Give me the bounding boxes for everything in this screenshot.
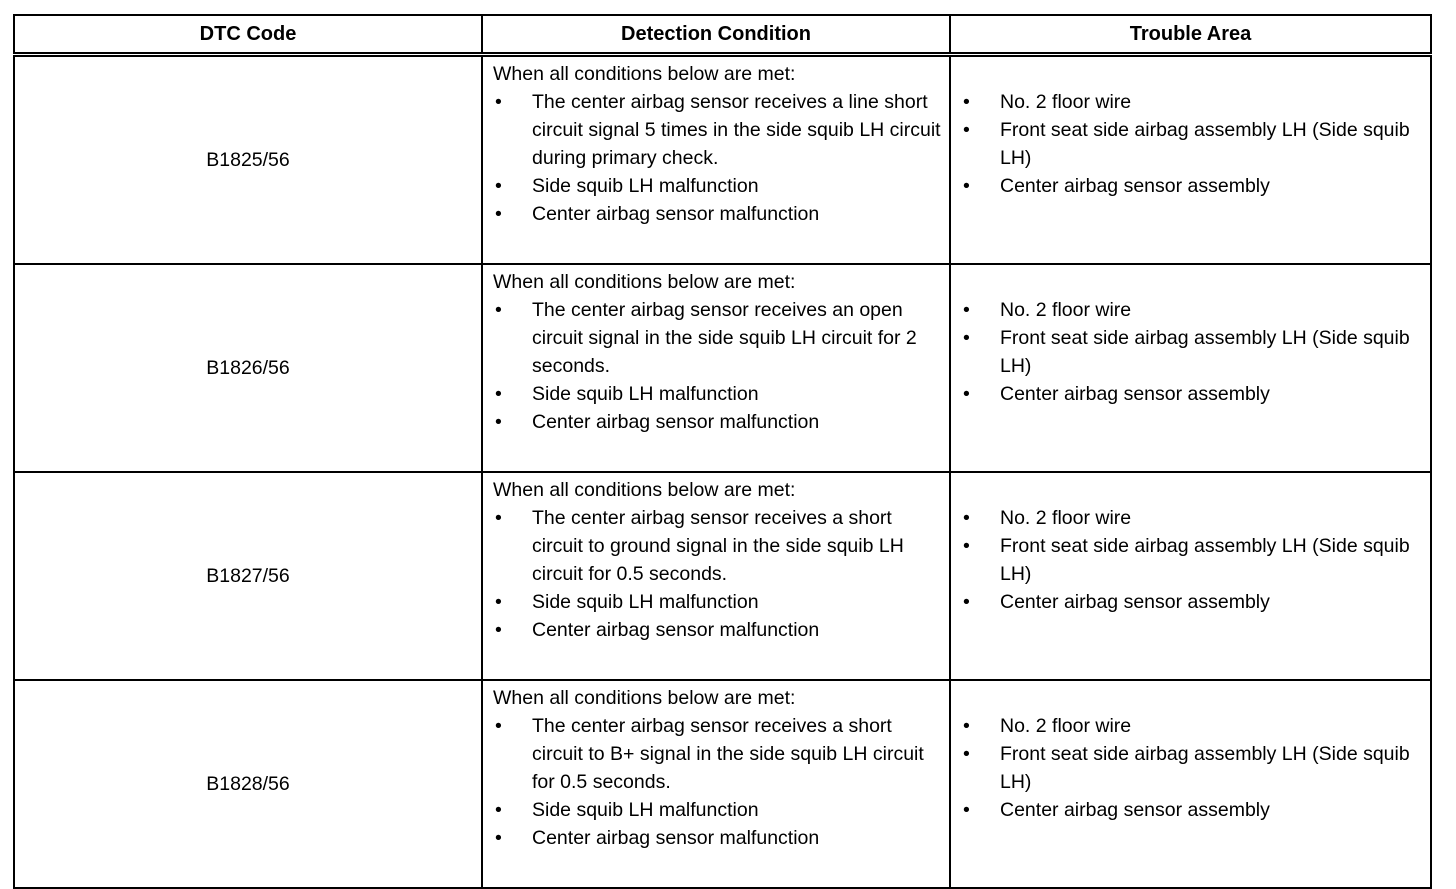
trouble-area-text: Center airbag sensor assembly xyxy=(1000,175,1270,197)
dtc-code-cell: B1826/56 xyxy=(14,264,482,472)
dtc-code-cell: B1827/56 xyxy=(14,472,482,680)
table-row xyxy=(14,55,1431,265)
header-trouble-area: Trouble Area xyxy=(950,15,1431,55)
trouble-area-text: No. 2 floor wire xyxy=(1000,299,1132,321)
dtc-table xyxy=(13,14,1432,889)
condition-intro: When all conditions below are met: xyxy=(493,687,796,709)
condition-list xyxy=(493,88,943,228)
trouble-area-cell xyxy=(950,680,1431,888)
header-dtc-code: DTC Code xyxy=(14,15,482,55)
bullet-icon: • xyxy=(963,535,970,557)
condition-item xyxy=(493,616,943,644)
condition-item xyxy=(493,824,943,852)
condition-text: Center airbag sensor malfunction xyxy=(532,411,820,433)
trouble-area-text: No. 2 floor wire xyxy=(1000,715,1132,737)
trouble-area-text: No. 2 floor wire xyxy=(1000,507,1132,529)
trouble-area-item xyxy=(961,588,1424,616)
trouble-area-item xyxy=(961,88,1424,116)
dtc-code-cell: B1828/56 xyxy=(14,680,482,888)
bullet-icon: • xyxy=(495,827,502,849)
table-row xyxy=(14,472,1431,680)
bullet-icon: • xyxy=(963,799,970,821)
bullet-icon: • xyxy=(963,743,970,765)
trouble-area-text: Front seat side airbag assembly LH (Side squib LH) xyxy=(1000,327,1410,377)
condition-item xyxy=(493,796,943,824)
trouble-area-text: Center airbag sensor assembly xyxy=(1000,799,1270,821)
bullet-icon: • xyxy=(963,591,970,613)
bullet-icon: • xyxy=(963,91,970,113)
bullet-icon: • xyxy=(495,91,502,113)
trouble-area-text: Front seat side airbag assembly LH (Side squib LH) xyxy=(1000,119,1410,169)
bullet-icon: • xyxy=(495,299,502,321)
condition-text: Center airbag sensor malfunction xyxy=(532,827,820,849)
bullet-icon: • xyxy=(495,507,502,529)
bullet-icon: • xyxy=(495,203,502,225)
trouble-area-item xyxy=(961,296,1424,324)
dtc-code-cell: B1825/56 xyxy=(14,55,482,265)
trouble-area-list xyxy=(961,504,1424,616)
trouble-area-cell xyxy=(950,264,1431,472)
condition-intro: When all conditions below are met: xyxy=(493,271,796,293)
bullet-icon: • xyxy=(963,383,970,405)
condition-item xyxy=(493,296,943,380)
condition-text: The center airbag sensor receives a line short circuit signal 5 times in the side squib LH circuit during primary check. xyxy=(532,91,941,169)
condition-text: Center airbag sensor malfunction xyxy=(532,619,820,641)
detection-condition-cell xyxy=(482,55,950,265)
trouble-area-item xyxy=(961,532,1424,588)
trouble-area-item xyxy=(961,796,1424,824)
trouble-area-cell xyxy=(950,55,1431,265)
bullet-icon: • xyxy=(963,715,970,737)
bullet-icon: • xyxy=(495,591,502,613)
trouble-area-item xyxy=(961,712,1424,740)
trouble-area-text: No. 2 floor wire xyxy=(1000,91,1132,113)
condition-text: Side squib LH malfunction xyxy=(532,591,759,613)
bullet-icon: • xyxy=(495,799,502,821)
trouble-area-text: Center airbag sensor assembly xyxy=(1000,383,1270,405)
trouble-area-item xyxy=(961,324,1424,380)
condition-text: Side squib LH malfunction xyxy=(532,799,759,821)
trouble-area-item xyxy=(961,172,1424,200)
condition-text: The center airbag sensor receives a short circuit to ground signal in the side squib LH circuit for 0.5 seconds. xyxy=(532,507,904,585)
trouble-area-item xyxy=(961,504,1424,532)
condition-list xyxy=(493,296,943,436)
condition-text: Center airbag sensor malfunction xyxy=(532,203,820,225)
header-row xyxy=(14,15,1431,55)
bullet-icon: • xyxy=(495,619,502,641)
condition-text: The center airbag sensor receives a short circuit to B+ signal in the side squib LH circuit for 0.5 seconds. xyxy=(532,715,924,793)
condition-item xyxy=(493,504,943,588)
header-detection-condition: Detection Condition xyxy=(482,15,950,55)
condition-item xyxy=(493,88,943,172)
condition-list xyxy=(493,504,943,644)
condition-text: Side squib LH malfunction xyxy=(532,175,759,197)
bullet-icon: • xyxy=(963,327,970,349)
trouble-area-item xyxy=(961,380,1424,408)
trouble-area-cell xyxy=(950,472,1431,680)
detection-condition-cell xyxy=(482,472,950,680)
detection-condition-cell xyxy=(482,264,950,472)
bullet-icon: • xyxy=(495,383,502,405)
trouble-area-item xyxy=(961,116,1424,172)
condition-item xyxy=(493,408,943,436)
condition-item xyxy=(493,380,943,408)
bullet-icon: • xyxy=(963,175,970,197)
condition-item xyxy=(493,200,943,228)
condition-intro: When all conditions below are met: xyxy=(493,479,796,501)
bullet-icon: • xyxy=(963,119,970,141)
bullet-icon: • xyxy=(495,715,502,737)
condition-item xyxy=(493,172,943,200)
trouble-area-list xyxy=(961,88,1424,200)
bullet-icon: • xyxy=(963,507,970,529)
condition-item xyxy=(493,712,943,796)
condition-text: The center airbag sensor receives an open circuit signal in the side squib LH circuit for 2 seconds. xyxy=(532,299,917,377)
bullet-icon: • xyxy=(963,299,970,321)
table-row xyxy=(14,680,1431,888)
condition-item xyxy=(493,588,943,616)
trouble-area-text: Center airbag sensor assembly xyxy=(1000,591,1270,613)
table-row xyxy=(14,264,1431,472)
detection-condition-cell xyxy=(482,680,950,888)
condition-text: Side squib LH malfunction xyxy=(532,383,759,405)
trouble-area-text: Front seat side airbag assembly LH (Side squib LH) xyxy=(1000,743,1410,793)
trouble-area-text: Front seat side airbag assembly LH (Side squib LH) xyxy=(1000,535,1410,585)
bullet-icon: • xyxy=(495,411,502,433)
trouble-area-list xyxy=(961,296,1424,408)
trouble-area-list xyxy=(961,712,1424,824)
condition-intro: When all conditions below are met: xyxy=(493,63,796,85)
trouble-area-item xyxy=(961,740,1424,796)
condition-list xyxy=(493,712,943,852)
bullet-icon: • xyxy=(495,175,502,197)
